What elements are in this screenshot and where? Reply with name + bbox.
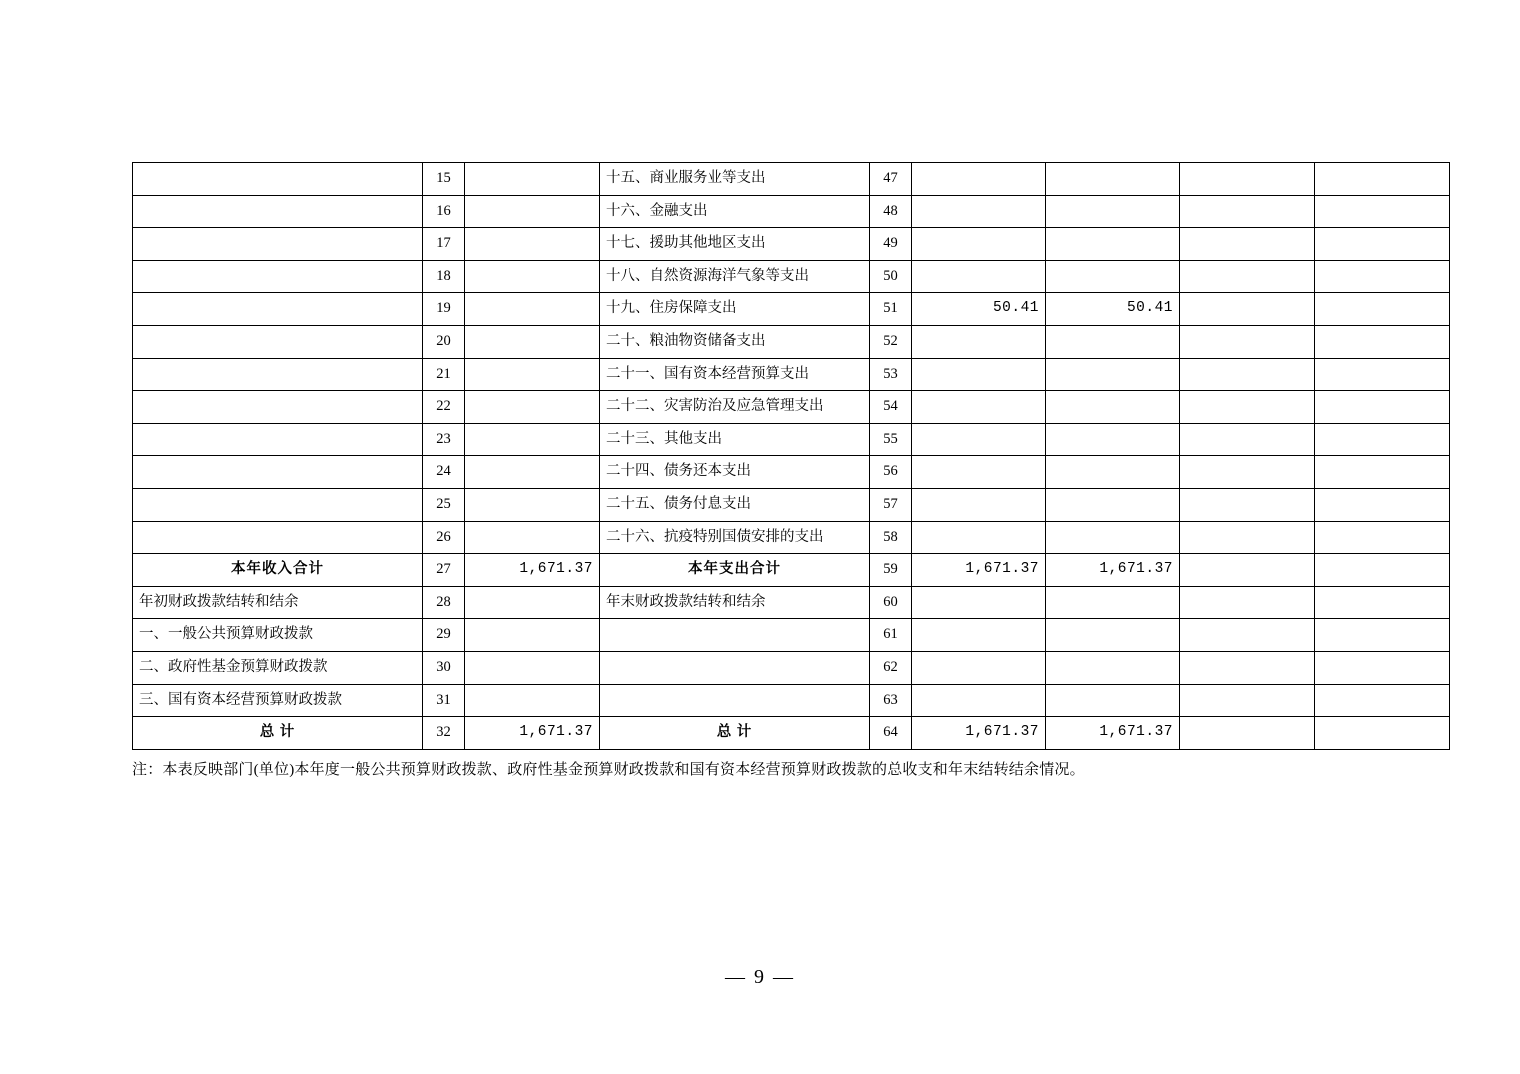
cell-left-amount <box>465 293 600 326</box>
cell-left-label <box>133 488 423 521</box>
cell-right-label <box>600 651 870 684</box>
cell-amount-2 <box>1046 521 1180 554</box>
cell-amount-4 <box>1315 260 1450 293</box>
cell-left-line-number: 32 <box>423 717 465 750</box>
cell-amount-2: 1,671.37 <box>1046 554 1180 587</box>
cell-left-amount <box>465 456 600 489</box>
cell-amount-3 <box>1180 358 1315 391</box>
cell-right-line-number: 57 <box>870 488 912 521</box>
cell-right-label: 总 计 <box>600 717 870 750</box>
cell-left-amount <box>465 521 600 554</box>
cell-left-line-number: 28 <box>423 586 465 619</box>
cell-amount-1 <box>912 488 1046 521</box>
cell-amount-4 <box>1315 293 1450 326</box>
cell-right-line-number: 62 <box>870 651 912 684</box>
cell-amount-1 <box>912 228 1046 261</box>
cell-left-label <box>133 228 423 261</box>
cell-left-line-number: 24 <box>423 456 465 489</box>
cell-right-line-number: 64 <box>870 717 912 750</box>
cell-amount-3 <box>1180 228 1315 261</box>
cell-amount-2 <box>1046 651 1180 684</box>
cell-amount-1 <box>912 325 1046 358</box>
cell-right-line-number: 47 <box>870 163 912 196</box>
cell-right-label: 二十一、国有资本经营预算支出 <box>600 358 870 391</box>
cell-amount-2 <box>1046 619 1180 652</box>
cell-amount-1 <box>912 619 1046 652</box>
cell-left-line-number: 27 <box>423 554 465 587</box>
cell-amount-3 <box>1180 391 1315 424</box>
cell-right-label: 年末财政拨款结转和结余 <box>600 586 870 619</box>
cell-left-label <box>133 456 423 489</box>
cell-right-line-number: 54 <box>870 391 912 424</box>
table-row <box>133 358 1450 391</box>
cell-amount-2 <box>1046 391 1180 424</box>
cell-left-label: 年初财政拨款结转和结余 <box>133 586 423 619</box>
cell-right-line-number: 56 <box>870 456 912 489</box>
cell-amount-2 <box>1046 325 1180 358</box>
cell-amount-3 <box>1180 325 1315 358</box>
cell-amount-3 <box>1180 163 1315 196</box>
cell-right-label: 二十三、其他支出 <box>600 423 870 456</box>
cell-left-amount <box>465 619 600 652</box>
cell-right-line-number: 60 <box>870 586 912 619</box>
cell-amount-4 <box>1315 325 1450 358</box>
cell-amount-4 <box>1315 554 1450 587</box>
cell-right-label: 十八、自然资源海洋气象等支出 <box>600 260 870 293</box>
table-row <box>133 717 1450 750</box>
cell-right-label: 二十六、抗疫特别国债安排的支出 <box>600 521 870 554</box>
cell-right-line-number: 49 <box>870 228 912 261</box>
cell-amount-1 <box>912 521 1046 554</box>
table-row <box>133 521 1450 554</box>
cell-amount-4 <box>1315 456 1450 489</box>
cell-amount-1 <box>912 260 1046 293</box>
cell-amount-1 <box>912 456 1046 489</box>
table-note: 注：本表反映部门(单位)本年度一般公共预算财政拨款、政府性基金预算财政拨款和国有资本经营预算财政拨款的总收支和年末结转结余情况。 <box>132 762 1085 778</box>
cell-left-line-number: 17 <box>423 228 465 261</box>
cell-amount-4 <box>1315 423 1450 456</box>
cell-left-label <box>133 325 423 358</box>
cell-amount-2: 50.41 <box>1046 293 1180 326</box>
cell-right-line-number: 55 <box>870 423 912 456</box>
table-row <box>133 293 1450 326</box>
cell-left-line-number: 15 <box>423 163 465 196</box>
table-row <box>133 423 1450 456</box>
cell-left-line-number: 30 <box>423 651 465 684</box>
cell-amount-4 <box>1315 195 1450 228</box>
cell-amount-1 <box>912 684 1046 717</box>
financial-allocation-table-wrapper <box>132 162 1390 750</box>
table-body <box>133 163 1450 750</box>
cell-left-line-number: 26 <box>423 521 465 554</box>
page-number: — 9 — <box>725 966 795 988</box>
cell-right-label: 二十二、灾害防治及应急管理支出 <box>600 391 870 424</box>
cell-left-line-number: 18 <box>423 260 465 293</box>
cell-right-label <box>600 619 870 652</box>
cell-left-amount <box>465 195 600 228</box>
cell-amount-1 <box>912 391 1046 424</box>
cell-amount-3 <box>1180 423 1315 456</box>
cell-amount-3 <box>1180 586 1315 619</box>
cell-amount-2 <box>1046 488 1180 521</box>
cell-amount-1 <box>912 586 1046 619</box>
cell-left-label <box>133 423 423 456</box>
cell-right-line-number: 58 <box>870 521 912 554</box>
table-row <box>133 684 1450 717</box>
cell-amount-2 <box>1046 260 1180 293</box>
cell-amount-1 <box>912 651 1046 684</box>
cell-amount-3 <box>1180 488 1315 521</box>
cell-right-label: 十七、援助其他地区支出 <box>600 228 870 261</box>
cell-left-amount <box>465 260 600 293</box>
table-row <box>133 651 1450 684</box>
cell-left-label <box>133 293 423 326</box>
cell-left-amount <box>465 358 600 391</box>
cell-amount-2 <box>1046 456 1180 489</box>
cell-left-label: 一、一般公共预算财政拨款 <box>133 619 423 652</box>
cell-right-label: 二十、粮油物资储备支出 <box>600 325 870 358</box>
cell-left-line-number: 23 <box>423 423 465 456</box>
cell-left-line-number: 21 <box>423 358 465 391</box>
cell-amount-3 <box>1180 195 1315 228</box>
cell-right-line-number: 53 <box>870 358 912 391</box>
cell-right-line-number: 52 <box>870 325 912 358</box>
cell-amount-3 <box>1180 521 1315 554</box>
cell-left-label <box>133 391 423 424</box>
cell-left-amount <box>465 684 600 717</box>
cell-amount-1: 1,671.37 <box>912 717 1046 750</box>
cell-left-line-number: 20 <box>423 325 465 358</box>
cell-amount-3 <box>1180 619 1315 652</box>
cell-amount-4 <box>1315 228 1450 261</box>
cell-left-line-number: 25 <box>423 488 465 521</box>
cell-amount-3 <box>1180 684 1315 717</box>
cell-right-line-number: 59 <box>870 554 912 587</box>
cell-amount-2 <box>1046 423 1180 456</box>
cell-right-line-number: 50 <box>870 260 912 293</box>
cell-right-label: 十六、金融支出 <box>600 195 870 228</box>
cell-left-amount <box>465 391 600 424</box>
cell-left-label <box>133 358 423 391</box>
table-row <box>133 554 1450 587</box>
table-row <box>133 325 1450 358</box>
cell-left-amount: 1,671.37 <box>465 554 600 587</box>
cell-left-label <box>133 260 423 293</box>
cell-left-label <box>133 195 423 228</box>
cell-left-amount <box>465 228 600 261</box>
cell-amount-1: 1,671.37 <box>912 554 1046 587</box>
table-row <box>133 456 1450 489</box>
cell-right-line-number: 61 <box>870 619 912 652</box>
cell-left-label: 二、政府性基金预算财政拨款 <box>133 651 423 684</box>
cell-amount-1 <box>912 423 1046 456</box>
cell-amount-4 <box>1315 684 1450 717</box>
table-row <box>133 488 1450 521</box>
cell-left-amount <box>465 325 600 358</box>
table-row <box>133 228 1450 261</box>
cell-amount-4 <box>1315 488 1450 521</box>
cell-left-amount: 1,671.37 <box>465 717 600 750</box>
cell-left-amount <box>465 423 600 456</box>
cell-amount-3 <box>1180 260 1315 293</box>
cell-amount-4 <box>1315 586 1450 619</box>
cell-amount-2 <box>1046 228 1180 261</box>
financial-allocation-table <box>132 162 1450 750</box>
cell-amount-2 <box>1046 195 1180 228</box>
cell-right-label: 十九、住房保障支出 <box>600 293 870 326</box>
cell-left-line-number: 31 <box>423 684 465 717</box>
cell-left-amount <box>465 586 600 619</box>
cell-right-line-number: 48 <box>870 195 912 228</box>
cell-amount-3 <box>1180 456 1315 489</box>
cell-amount-3 <box>1180 717 1315 750</box>
cell-right-label <box>600 684 870 717</box>
cell-amount-1 <box>912 358 1046 391</box>
cell-amount-3 <box>1180 554 1315 587</box>
cell-left-amount <box>465 651 600 684</box>
cell-amount-2 <box>1046 586 1180 619</box>
cell-left-amount <box>465 163 600 196</box>
table-row <box>133 586 1450 619</box>
cell-amount-4 <box>1315 717 1450 750</box>
cell-right-label: 本年支出合计 <box>600 554 870 587</box>
cell-left-label <box>133 521 423 554</box>
cell-amount-4 <box>1315 521 1450 554</box>
cell-amount-1 <box>912 163 1046 196</box>
cell-amount-1 <box>912 195 1046 228</box>
cell-amount-2 <box>1046 163 1180 196</box>
cell-right-line-number: 51 <box>870 293 912 326</box>
cell-amount-3 <box>1180 293 1315 326</box>
cell-left-line-number: 22 <box>423 391 465 424</box>
cell-amount-2 <box>1046 358 1180 391</box>
cell-amount-2 <box>1046 684 1180 717</box>
cell-left-line-number: 29 <box>423 619 465 652</box>
cell-amount-1: 50.41 <box>912 293 1046 326</box>
table-row <box>133 163 1450 196</box>
table-row <box>133 195 1450 228</box>
cell-right-label: 二十四、债务还本支出 <box>600 456 870 489</box>
cell-left-label: 总 计 <box>133 717 423 750</box>
cell-amount-4 <box>1315 358 1450 391</box>
cell-left-label <box>133 163 423 196</box>
cell-left-label: 本年收入合计 <box>133 554 423 587</box>
table-row <box>133 260 1450 293</box>
cell-right-label: 二十五、债务付息支出 <box>600 488 870 521</box>
cell-right-line-number: 63 <box>870 684 912 717</box>
cell-amount-3 <box>1180 651 1315 684</box>
cell-left-amount <box>465 488 600 521</box>
cell-left-label: 三、国有资本经营预算财政拨款 <box>133 684 423 717</box>
cell-right-label: 十五、商业服务业等支出 <box>600 163 870 196</box>
cell-amount-4 <box>1315 651 1450 684</box>
cell-left-line-number: 19 <box>423 293 465 326</box>
cell-amount-4 <box>1315 163 1450 196</box>
cell-left-line-number: 16 <box>423 195 465 228</box>
table-row <box>133 619 1450 652</box>
cell-amount-2: 1,671.37 <box>1046 717 1180 750</box>
cell-amount-4 <box>1315 391 1450 424</box>
table-row <box>133 391 1450 424</box>
cell-amount-4 <box>1315 619 1450 652</box>
